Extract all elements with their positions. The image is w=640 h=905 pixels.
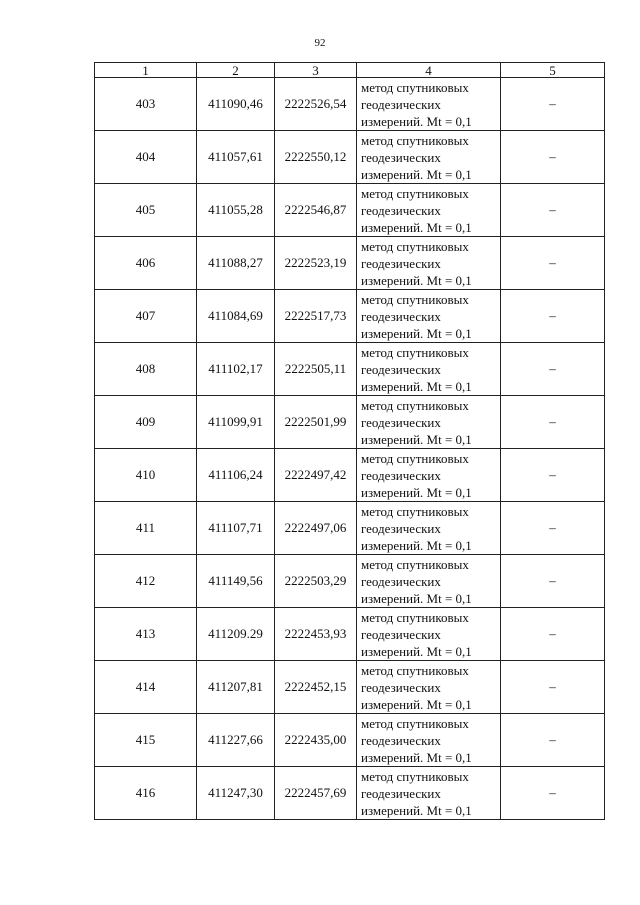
method-line: метод спутниковых	[361, 662, 469, 678]
coord-x: 411102,17	[197, 343, 275, 396]
method-line: метод спутниковых	[361, 397, 469, 413]
table-row	[95, 237, 605, 290]
coord-y: 2222550,12	[275, 131, 357, 184]
note-cell: –	[501, 131, 605, 184]
note-cell: –	[501, 290, 605, 343]
method-line: геодезических	[361, 96, 441, 112]
point-number: 415	[95, 714, 197, 767]
method-cell	[357, 396, 501, 449]
method-line: метод спутниковых	[361, 132, 469, 148]
coord-x: 411209.29	[197, 608, 275, 661]
method-line: измерений. Mt = 0,1	[361, 431, 472, 447]
point-number: 407	[95, 290, 197, 343]
method-cell	[357, 131, 501, 184]
table-row	[95, 502, 605, 555]
point-number: 408	[95, 343, 197, 396]
method-cell	[357, 184, 501, 237]
method-line: геодезических	[361, 308, 441, 324]
coord-x: 411088,27	[197, 237, 275, 290]
coord-y: 2222523,19	[275, 237, 357, 290]
method-line: геодезических	[361, 361, 441, 377]
header-col-5: 5	[501, 63, 605, 78]
note-cell: –	[501, 184, 605, 237]
coord-y: 2222452,15	[275, 661, 357, 714]
coord-y: 2222517,73	[275, 290, 357, 343]
header-col-4: 4	[357, 63, 501, 78]
coord-y: 2222497,42	[275, 449, 357, 502]
method-line: измерений. Mt = 0,1	[361, 219, 472, 235]
coord-y: 2222457,69	[275, 767, 357, 820]
method-line: геодезических	[361, 520, 441, 536]
point-number: 403	[95, 78, 197, 131]
method-cell	[357, 343, 501, 396]
coord-y: 2222453,93	[275, 608, 357, 661]
table-row	[95, 184, 605, 237]
coord-x: 411055,28	[197, 184, 275, 237]
method-line: измерений. Mt = 0,1	[361, 802, 472, 818]
method-line: метод спутниковых	[361, 344, 469, 360]
point-number: 414	[95, 661, 197, 714]
method-cell	[357, 290, 501, 343]
table-row	[95, 608, 605, 661]
coord-y: 2222501,99	[275, 396, 357, 449]
method-line: геодезических	[361, 732, 441, 748]
coord-y: 2222503,29	[275, 555, 357, 608]
note-cell: –	[501, 608, 605, 661]
point-number: 409	[95, 396, 197, 449]
page-number: 92	[314, 37, 326, 49]
method-line: измерений. Mt = 0,1	[361, 378, 472, 394]
header-col-1: 1	[95, 63, 197, 78]
method-line: измерений. Mt = 0,1	[361, 590, 472, 606]
method-line: метод спутниковых	[361, 185, 469, 201]
note-cell: –	[501, 237, 605, 290]
table-header-row	[95, 63, 605, 78]
method-line: метод спутниковых	[361, 79, 469, 95]
method-cell	[357, 555, 501, 608]
coordinates-table	[94, 62, 605, 820]
coord-x: 411227,66	[197, 714, 275, 767]
table-row	[95, 767, 605, 820]
method-cell	[357, 449, 501, 502]
point-number: 405	[95, 184, 197, 237]
method-line: измерений. Mt = 0,1	[361, 325, 472, 341]
table-body	[95, 78, 605, 820]
note-cell: –	[501, 78, 605, 131]
point-number: 416	[95, 767, 197, 820]
method-cell	[357, 237, 501, 290]
coord-x: 411207,81	[197, 661, 275, 714]
note-cell: –	[501, 555, 605, 608]
coord-y: 2222526,54	[275, 78, 357, 131]
method-line: геодезических	[361, 414, 441, 430]
point-number: 404	[95, 131, 197, 184]
method-line: измерений. Mt = 0,1	[361, 643, 472, 659]
header-col-3: 3	[275, 63, 357, 78]
table-row	[95, 396, 605, 449]
method-line: метод спутниковых	[361, 609, 469, 625]
method-line: измерений. Mt = 0,1	[361, 537, 472, 553]
coord-x: 411107,71	[197, 502, 275, 555]
method-line: измерений. Mt = 0,1	[361, 696, 472, 712]
table-row	[95, 343, 605, 396]
coord-x: 411106,24	[197, 449, 275, 502]
method-cell	[357, 661, 501, 714]
coord-y: 2222546,87	[275, 184, 357, 237]
note-cell: –	[501, 767, 605, 820]
point-number: 406	[95, 237, 197, 290]
point-number: 410	[95, 449, 197, 502]
method-cell	[357, 502, 501, 555]
point-number: 411	[95, 502, 197, 555]
note-cell: –	[501, 343, 605, 396]
method-line: измерений. Mt = 0,1	[361, 166, 472, 182]
method-line: измерений. Mt = 0,1	[361, 484, 472, 500]
coord-x: 411099,91	[197, 396, 275, 449]
method-cell	[357, 714, 501, 767]
method-line: геодезических	[361, 467, 441, 483]
method-line: геодезических	[361, 679, 441, 695]
coord-y: 2222497,06	[275, 502, 357, 555]
table-row	[95, 661, 605, 714]
table-row	[95, 78, 605, 131]
coord-x: 411149,56	[197, 555, 275, 608]
method-line: метод спутниковых	[361, 556, 469, 572]
method-line: геодезических	[361, 149, 441, 165]
table-row	[95, 555, 605, 608]
coord-y: 2222505,11	[275, 343, 357, 396]
method-line: геодезических	[361, 573, 441, 589]
table-row	[95, 449, 605, 502]
note-cell: –	[501, 661, 605, 714]
method-line: измерений. Mt = 0,1	[361, 272, 472, 288]
header-col-2: 2	[197, 63, 275, 78]
method-line: метод спутниковых	[361, 450, 469, 466]
method-cell	[357, 78, 501, 131]
method-line: метод спутниковых	[361, 291, 469, 307]
note-cell: –	[501, 714, 605, 767]
table-row	[95, 131, 605, 184]
method-line: геодезических	[361, 785, 441, 801]
method-line: геодезических	[361, 626, 441, 642]
method-line: метод спутниковых	[361, 715, 469, 731]
coord-y: 2222435,00	[275, 714, 357, 767]
method-cell	[357, 767, 501, 820]
method-line: измерений. Mt = 0,1	[361, 113, 472, 129]
coord-x: 411247,30	[197, 767, 275, 820]
note-cell: –	[501, 502, 605, 555]
point-number: 412	[95, 555, 197, 608]
method-cell	[357, 608, 501, 661]
note-cell: –	[501, 396, 605, 449]
table-row	[95, 290, 605, 343]
method-line: метод спутниковых	[361, 503, 469, 519]
coord-x: 411090,46	[197, 78, 275, 131]
method-line: геодезических	[361, 202, 441, 218]
coord-x: 411084,69	[197, 290, 275, 343]
method-line: геодезических	[361, 255, 441, 271]
note-cell: –	[501, 449, 605, 502]
method-line: измерений. Mt = 0,1	[361, 749, 472, 765]
coord-x: 411057,61	[197, 131, 275, 184]
point-number: 413	[95, 608, 197, 661]
method-line: метод спутниковых	[361, 238, 469, 254]
table-row	[95, 714, 605, 767]
method-line: метод спутниковых	[361, 768, 469, 784]
